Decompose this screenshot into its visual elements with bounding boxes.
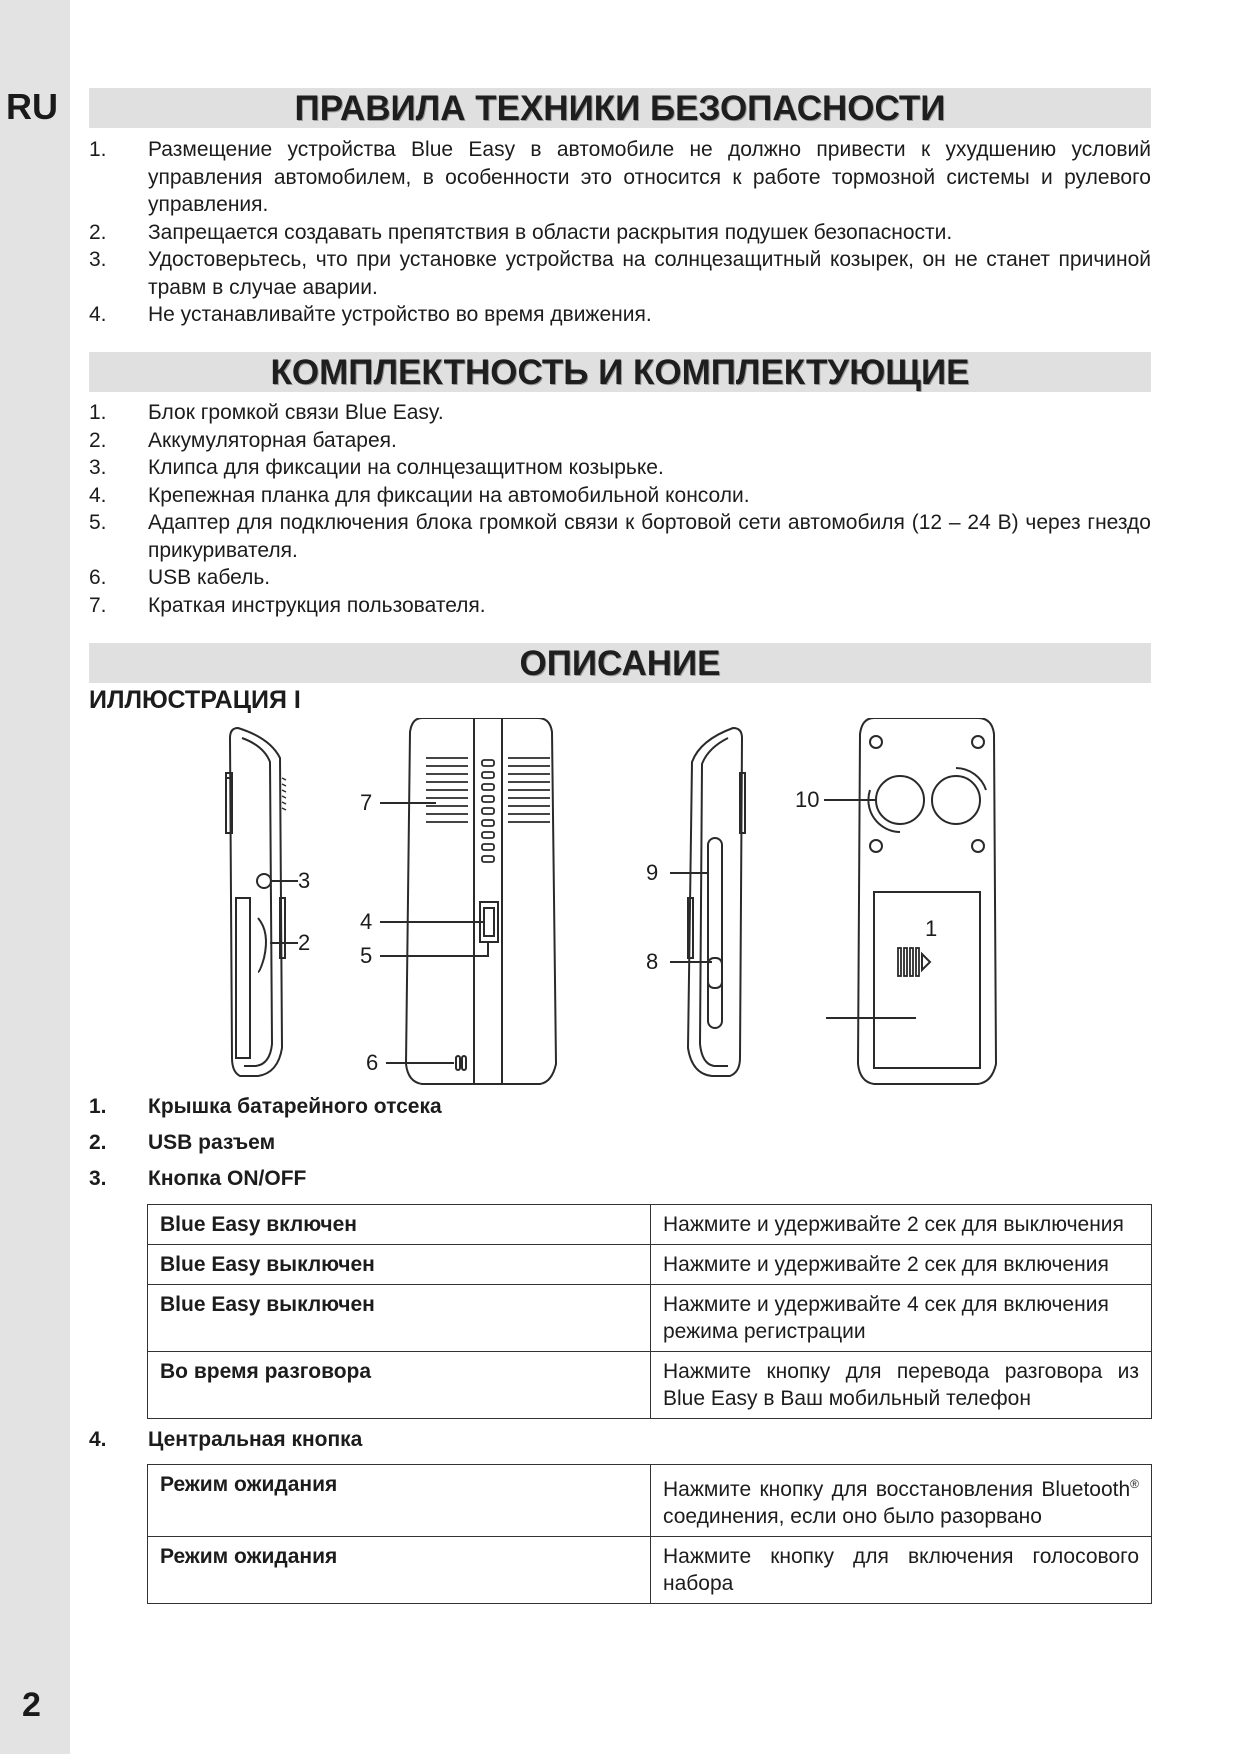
item-number: 3.	[89, 1167, 107, 1190]
item-text: Аккумуляторная батарея.	[148, 428, 397, 452]
list-item	[89, 427, 1151, 455]
item-text: Крышка батарейного отсека	[148, 1095, 442, 1118]
state-cell: Blue Easy выключен	[148, 1245, 651, 1285]
action-text: Нажмите кнопку для восстановления Bluetooth	[663, 1478, 1131, 1501]
parts-list	[89, 1089, 442, 1197]
action-cell: Нажмите кнопку для перевода разговора из Blue Easy в Ваш мобильный телефон	[651, 1352, 1152, 1419]
item-text: Размещение устройства Blue Easy в автомобиле не должно привести к ухудшению условий управления автомобилем, в особенности это относится к работе тормозной системы и рулевого управления.	[148, 138, 1151, 216]
item-text: USB разъем	[148, 1131, 276, 1154]
state-cell: Режим ожидания	[148, 1537, 651, 1604]
list-item	[89, 1089, 442, 1125]
item-text: Крепежная планка для фиксации на автомобильной консоли.	[148, 483, 750, 507]
callout-8: 8	[646, 949, 659, 974]
item-number: 3.	[89, 248, 107, 271]
item-number: 1.	[89, 401, 107, 424]
list-item	[89, 399, 1151, 427]
item-number: 5.	[89, 511, 107, 534]
contents-heading: КОМПЛЕКТНОСТЬ И КОМПЛЕКТУЮЩИЕ	[89, 352, 1151, 392]
safety-list	[89, 136, 1151, 329]
list-item	[89, 564, 1151, 592]
item-text: Адаптер для подключения блока громкой связи к бортовой сети автомобиля (12 – 24 В) через гнездо прикуривателя.	[148, 511, 1151, 562]
item-number: 2.	[89, 1131, 107, 1154]
description-heading: ОПИСАНИЕ	[89, 643, 1151, 683]
item-number: 2.	[89, 220, 107, 244]
item-number: 4.	[89, 303, 107, 326]
registered-mark: ®	[1130, 1477, 1139, 1491]
list-item	[89, 454, 1151, 482]
onoff-table	[147, 1204, 1152, 1419]
callout-4: 4	[360, 909, 373, 934]
state-cell: Во время разговора	[148, 1352, 651, 1419]
item-number: 1.	[89, 138, 107, 161]
table-row	[148, 1245, 1152, 1285]
list-item	[89, 136, 1151, 219]
action-text: соединения, если оно было разорвано	[663, 1505, 1042, 1528]
item-number: 4.	[89, 1428, 107, 1451]
callout-9: 9	[646, 860, 659, 885]
list-item	[89, 1422, 362, 1458]
item-text: Клипса для фиксации на солнцезащитном козырьке.	[148, 456, 664, 479]
list-item	[89, 219, 1151, 247]
illustration-title: ИЛЛЮСТРАЦИЯ I	[89, 686, 301, 714]
safety-heading: ПРАВИЛА ТЕХНИКИ БЕЗОПАСНОСТИ	[89, 88, 1151, 128]
device-front-view	[380, 718, 556, 1084]
item-number: 2.	[89, 428, 107, 452]
callout-10: 10	[795, 787, 820, 812]
state-cell: Blue Easy выключен	[148, 1285, 651, 1352]
action-cell: Нажмите и удерживайте 4 сек для включения режима регистрации	[651, 1285, 1152, 1352]
callout-1: 1	[925, 916, 938, 941]
action-cell: Нажмите и удерживайте 2 сек для выключения	[651, 1205, 1152, 1245]
action-cell: Нажмите кнопку для включения голосового набора	[651, 1537, 1152, 1604]
callout-7: 7	[360, 790, 373, 815]
item-text: Запрещается создавать препятствия в области раскрытия подушек безопасности.	[148, 220, 953, 244]
table-row	[148, 1352, 1152, 1419]
list-item	[89, 509, 1151, 564]
item-number: 6.	[89, 566, 107, 589]
table-row	[148, 1537, 1152, 1604]
callout-3: 3	[298, 868, 311, 893]
central-button-table	[147, 1464, 1152, 1604]
device-back-view	[824, 718, 996, 1084]
state-cell: Blue Easy включен	[148, 1205, 651, 1245]
list-item	[89, 1161, 442, 1197]
item-number: 4.	[89, 483, 107, 507]
side-margin-bar	[0, 0, 70, 1754]
item-text: Кнопка ON/OFF	[148, 1167, 307, 1190]
item-text: Не устанавливайте устройство во время движения.	[148, 303, 652, 326]
item-text: Блок громкой связи Blue Easy.	[148, 401, 444, 424]
item-text: Центральная кнопка	[148, 1428, 363, 1451]
table-row	[148, 1285, 1152, 1352]
table-row	[148, 1205, 1152, 1245]
action-cell: Нажмите и удерживайте 2 сек для включения	[651, 1245, 1152, 1285]
central-button-list	[89, 1422, 362, 1458]
callout-6: 6	[366, 1050, 379, 1075]
callout-5: 5	[360, 943, 373, 968]
item-text: Удостоверьтесь, что при установке устройства на солнцезащитный козырек, он не станет причиной травм в случае аварии.	[148, 248, 1151, 299]
page-number: 2	[22, 1686, 41, 1724]
item-number: 3.	[89, 456, 107, 479]
item-number: 7.	[89, 593, 107, 617]
list-item	[89, 482, 1151, 510]
language-label: RU	[6, 86, 58, 127]
list-item	[89, 1125, 442, 1161]
action-cell	[651, 1465, 1152, 1537]
item-text: USB кабель.	[148, 566, 271, 589]
device-side-view-right	[670, 728, 745, 1076]
contents-list	[89, 399, 1151, 619]
state-cell: Режим ожидания	[148, 1465, 651, 1537]
callout-2: 2	[298, 930, 311, 955]
list-item	[89, 301, 1151, 329]
device-illustration	[200, 718, 1020, 1086]
list-item	[89, 592, 1151, 620]
table-row	[148, 1465, 1152, 1537]
item-number: 1.	[89, 1095, 107, 1118]
item-text: Краткая инструкция пользователя.	[148, 593, 486, 617]
list-item	[89, 246, 1151, 301]
device-side-view-left	[226, 728, 298, 1076]
